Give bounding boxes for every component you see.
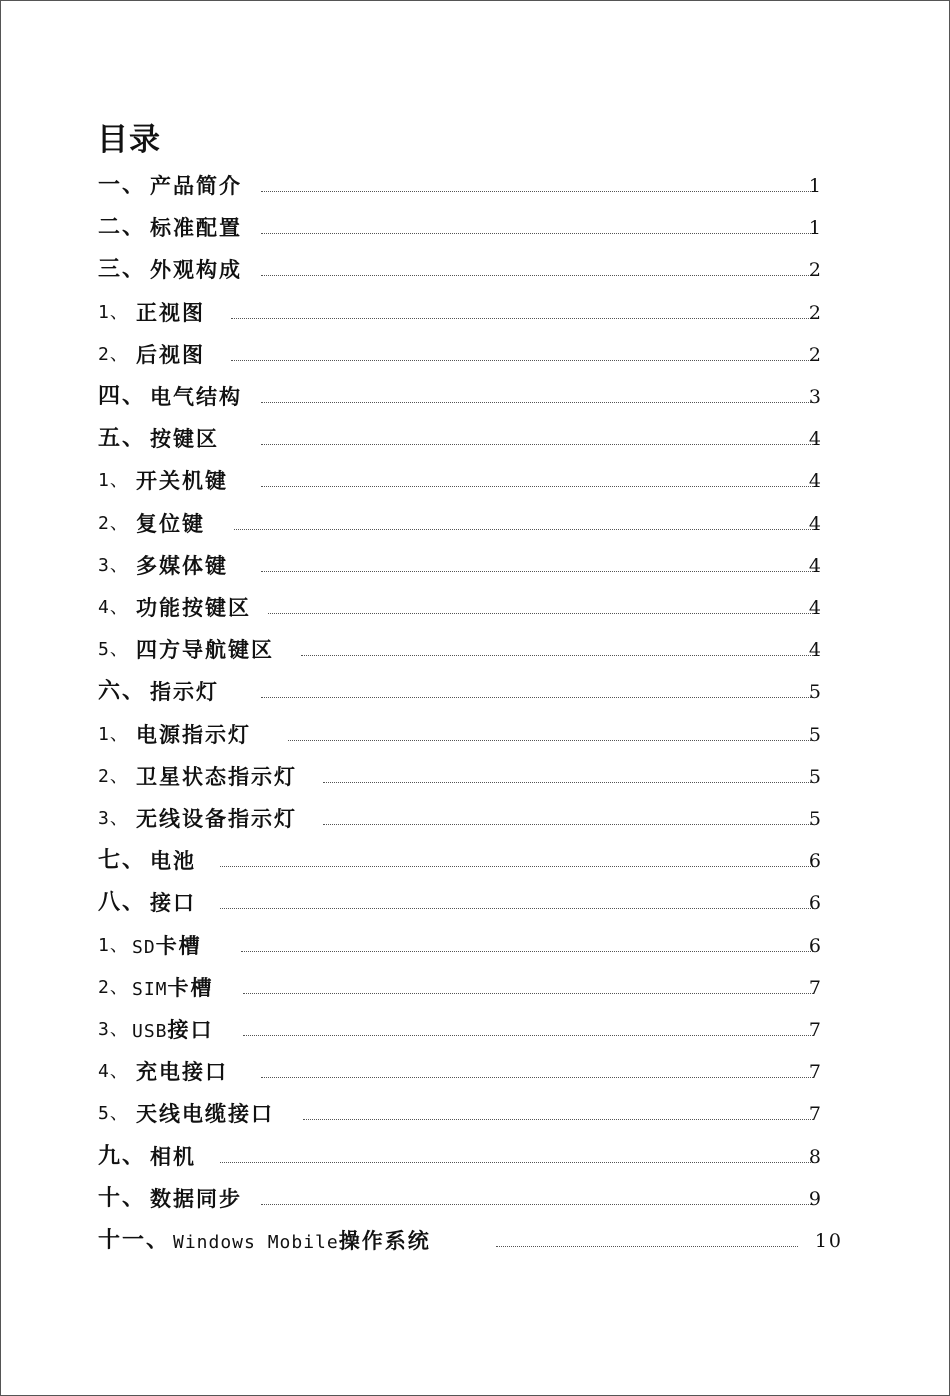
toc-entry-title-text: 相机 <box>150 1144 196 1169</box>
toc-entry-title-text: 四方导航键区 <box>136 638 274 663</box>
toc-entry-title-text: 复位键 <box>136 511 205 536</box>
toc-entry[interactable] <box>98 1052 843 1092</box>
toc-entry[interactable] <box>98 166 843 206</box>
toc-entry-number: 3、 <box>98 554 129 576</box>
toc-entry-number: 2、 <box>98 765 129 787</box>
toc-entry-number: 九、 <box>98 1143 147 1169</box>
toc-page-number: 7 <box>808 1019 823 1041</box>
toc-entry-number: 二、 <box>98 215 147 241</box>
toc-entry-number: 3、 <box>98 1019 129 1040</box>
toc-entry-title <box>136 546 228 586</box>
toc-entry-number: 2、 <box>98 512 129 534</box>
toc-entry-title-text: 无线设备指示灯 <box>136 807 297 831</box>
toc-entry[interactable] <box>98 841 843 881</box>
toc-entry-title <box>150 672 219 712</box>
toc-entry-title-text: 卫星状态指示灯 <box>136 764 297 789</box>
toc-dot-leader <box>261 191 813 192</box>
toc-dot-leader <box>261 1204 813 1205</box>
toc-entry-title <box>136 335 205 375</box>
toc-entry-title <box>150 250 242 290</box>
toc-entry-number: 1、 <box>98 723 129 745</box>
toc-entry[interactable] <box>98 630 843 670</box>
toc-dot-leader <box>261 571 813 572</box>
toc-entry-title <box>136 1094 274 1134</box>
toc-entry-title-text: 指示灯 <box>150 680 219 705</box>
toc-entry[interactable] <box>98 757 843 797</box>
toc-page-number: 6 <box>808 892 823 915</box>
toc-entry-title <box>136 799 297 839</box>
toc-entry-number: 四、 <box>98 384 147 409</box>
toc-entry-title <box>136 715 251 755</box>
toc-entry-number: 十、 <box>98 1185 147 1211</box>
toc-dot-leader <box>220 908 813 909</box>
toc-entry[interactable] <box>98 1094 843 1134</box>
toc-entry-title <box>150 1179 242 1219</box>
toc-entry-number: 2、 <box>98 343 129 365</box>
toc-entry-title <box>132 926 202 968</box>
toc-entry-title <box>136 293 205 333</box>
toc-entry[interactable] <box>98 883 843 923</box>
toc-page-number: 7 <box>808 1061 823 1084</box>
toc-entry[interactable] <box>98 335 843 375</box>
toc-entry-number: 八、 <box>98 890 147 916</box>
toc-dot-leader <box>261 275 813 276</box>
toc-dot-leader <box>261 1077 813 1078</box>
toc-entry-title <box>136 630 274 670</box>
toc-entry-title <box>150 883 196 923</box>
toc-dot-leader <box>261 444 813 445</box>
toc-dot-leader <box>231 318 813 319</box>
toc-dot-leader <box>243 993 813 994</box>
toc-entry-title-text: 后视图 <box>136 342 205 367</box>
toc-entry[interactable] <box>98 799 843 839</box>
toc-entry-number: 三、 <box>98 257 147 283</box>
toc-entry-number: 六、 <box>98 679 147 705</box>
toc-entry[interactable] <box>98 419 843 459</box>
toc-entry-title-text: 卡槽 <box>155 933 202 958</box>
toc-entry-number: 5、 <box>98 1103 129 1125</box>
toc-entry[interactable] <box>98 208 843 248</box>
toc-entry-title-latin: USB <box>132 1021 168 1042</box>
toc-entry-title <box>150 1137 196 1177</box>
toc-entry-number: 1、 <box>98 934 129 956</box>
toc-dot-leader <box>261 697 813 698</box>
toc-entry-number: 五、 <box>98 426 147 452</box>
toc-page-number: 5 <box>808 723 823 746</box>
toc-entry-number: 5、 <box>98 639 129 661</box>
toc-dot-leader <box>301 655 813 656</box>
toc-entry[interactable] <box>98 672 843 712</box>
toc-entry-number: 4、 <box>98 1061 129 1083</box>
toc-entry[interactable] <box>98 1221 843 1261</box>
toc-page-number: 2 <box>808 301 823 324</box>
toc-entry[interactable] <box>98 461 843 501</box>
toc-entry-title <box>132 968 214 1010</box>
toc-entry-title-text: 外观构成 <box>150 258 242 283</box>
toc-entry[interactable] <box>98 250 843 290</box>
toc-dot-leader <box>261 486 813 487</box>
toc-entry-number: 1、 <box>98 301 129 323</box>
toc-entry[interactable] <box>98 1137 843 1177</box>
toc-entry-title-text: 电池 <box>150 849 196 874</box>
toc-entry[interactable] <box>98 715 843 755</box>
toc-page-number: 4 <box>808 470 823 493</box>
toc-entry-title-text: 电气结构 <box>150 385 242 409</box>
toc-dot-leader <box>496 1246 798 1247</box>
toc-page-number: 6 <box>808 850 823 873</box>
toc-entry-title-text: 多媒体键 <box>136 553 228 578</box>
toc-entry[interactable] <box>98 1010 843 1050</box>
toc-entry-title-text: 按键区 <box>150 427 219 452</box>
toc-entry-title-text: 卡槽 <box>167 975 214 1000</box>
toc-entry-number: 七、 <box>98 848 147 874</box>
toc-entry[interactable] <box>98 546 843 586</box>
toc-dot-leader <box>241 951 813 952</box>
toc-entry-number: 一、 <box>98 173 147 198</box>
toc-page-number: 4 <box>808 428 823 451</box>
toc-dot-leader <box>234 529 813 530</box>
toc-entry-title <box>132 1010 214 1052</box>
toc-entry-number: 十一、 <box>98 1228 171 1253</box>
toc-entry-title-text: 产品简介 <box>150 174 242 198</box>
toc-dot-leader <box>268 613 813 614</box>
toc-entry-title <box>150 419 219 459</box>
toc-entry-title <box>136 461 228 501</box>
toc-entry[interactable] <box>98 968 843 1008</box>
toc-page-number: 6 <box>808 934 823 957</box>
toc-page-number: 2 <box>808 343 823 366</box>
toc-entry-title-text: 标准配置 <box>150 216 242 241</box>
toc-entry-title <box>150 377 242 417</box>
toc-entry-title <box>136 757 297 797</box>
toc-entry-number: 2、 <box>98 976 129 998</box>
toc-entry-title-text: 正视图 <box>136 300 205 325</box>
toc-page-number: 2 <box>808 259 823 282</box>
toc-entry-title-text: 电源指示灯 <box>136 722 251 747</box>
toc-dot-leader <box>323 824 813 825</box>
toc-page-number: 4 <box>808 554 823 577</box>
toc-page-number: 5 <box>808 765 823 788</box>
toc-page-number: 8 <box>808 1145 823 1168</box>
toc-entry-title-text: 接口 <box>150 891 196 916</box>
toc-page-number: 4 <box>808 597 823 619</box>
toc-entry-title-text: 操作系统 <box>338 1229 431 1253</box>
toc-page-number: 3 <box>808 386 823 408</box>
toc-page-number: 7 <box>808 1103 823 1126</box>
toc-entry-title <box>150 841 196 881</box>
toc-page-number: 1 <box>808 217 823 240</box>
toc-entry-title-latin: SIM <box>132 978 168 1000</box>
toc-page-number: 4 <box>808 639 823 662</box>
toc-page-number: 9 <box>808 1187 823 1210</box>
toc-entry-title-latin: SD <box>132 936 156 958</box>
toc-entry-number: 1、 <box>98 470 129 492</box>
toc-title: 目录 <box>97 122 161 158</box>
toc-entry-title <box>136 588 251 628</box>
toc-entry[interactable] <box>98 293 843 333</box>
toc-entry-title <box>173 1221 431 1263</box>
toc-entry-title-text: 功能按键区 <box>136 596 251 620</box>
toc-dot-leader <box>220 1162 813 1163</box>
toc-dot-leader <box>261 402 813 403</box>
toc-entry-number: 4、 <box>98 597 129 618</box>
toc-entry[interactable] <box>98 504 843 544</box>
toc-entry[interactable] <box>98 1179 843 1219</box>
toc-page-number: 1 <box>808 175 823 197</box>
toc-entry[interactable] <box>98 926 843 966</box>
toc-entry-title <box>150 208 242 248</box>
toc-dot-leader <box>220 866 813 867</box>
toc-entry-number: 3、 <box>98 808 129 829</box>
toc-page-number: 7 <box>808 976 823 999</box>
toc-entry[interactable] <box>98 377 843 417</box>
toc-dot-leader <box>261 233 813 234</box>
toc-page-number: 5 <box>808 808 823 830</box>
toc-entry-title-text: 开关机键 <box>136 469 228 494</box>
toc-entry-title-text: 天线电缆接口 <box>136 1102 274 1127</box>
toc-dot-leader <box>231 360 813 361</box>
toc-entry-title <box>136 504 205 544</box>
toc-page-number: 5 <box>808 681 823 704</box>
toc-dot-leader <box>243 1035 813 1036</box>
toc-dot-leader <box>303 1119 813 1120</box>
toc-entry-title-text: 数据同步 <box>150 1186 242 1211</box>
toc-page-number: 4 <box>808 512 823 535</box>
toc-page-number: 10 <box>814 1230 843 1252</box>
toc-entry-title-text: 接口 <box>167 1018 214 1042</box>
toc-dot-leader <box>323 782 813 783</box>
toc-entry[interactable] <box>98 588 843 628</box>
toc-entry-title <box>136 1052 228 1092</box>
toc-entry-title <box>150 166 242 206</box>
toc-entry-title-latin: Windows Mobile <box>173 1232 339 1253</box>
toc-dot-leader <box>288 740 813 741</box>
toc-entry-title-text: 充电接口 <box>136 1060 228 1085</box>
